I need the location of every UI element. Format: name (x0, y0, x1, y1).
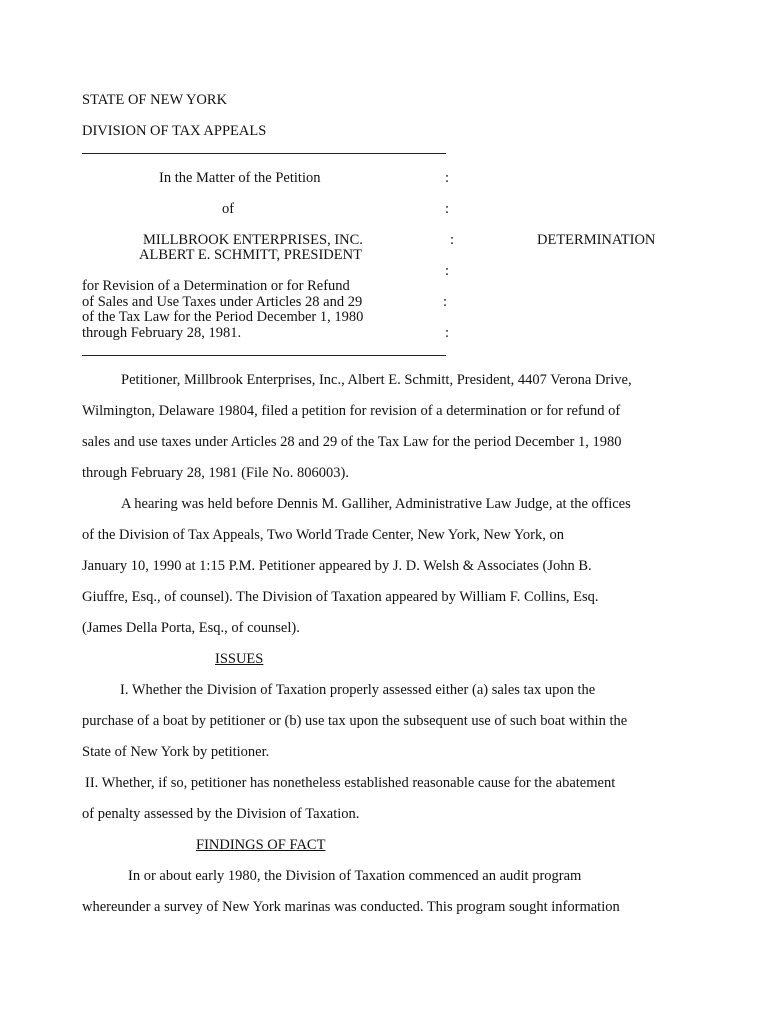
caption-colon: : (445, 201, 450, 217)
paragraph-line: Giuffre, Esq., of counsel). The Division of Taxation appeared by William F. Collins, Esq. (82, 589, 599, 605)
caption-bottom-rule (82, 355, 446, 356)
paragraph-line: of the Division of Tax Appeals, Two World Trade Center, New York, New York, on (82, 527, 564, 543)
caption-purpose-line: through February 28, 1981. (82, 325, 242, 341)
issues-heading: ISSUES (215, 651, 264, 667)
division-heading: DIVISION OF TAX APPEALS (82, 123, 267, 139)
caption-matter: In the Matter of the Petition (159, 170, 321, 186)
caption-purpose-line: of Sales and Use Taxes under Articles 28 and 29 (82, 294, 363, 310)
state-heading: STATE OF NEW YORK (82, 92, 228, 108)
paragraph-line: A hearing was held before Dennis M. Galliher, Administrative Law Judge, at the offices (121, 496, 631, 512)
caption-colon: : (445, 263, 450, 279)
paragraph-line: sales and use taxes under Articles 28 and 29 of the Tax Law for the period December 1, 1980 (82, 434, 622, 450)
paragraph-line: through February 28, 1981 (File No. 806003). (82, 465, 350, 481)
caption-colon: : (445, 170, 450, 186)
caption-colon: : (450, 232, 455, 248)
issue-line: purchase of a boat by petitioner or (b) use tax upon the subsequent use of such boat within the (82, 713, 628, 729)
issue-line: II. Whether, if so, petitioner has nonetheless established reasonable cause for the abatement (85, 775, 616, 791)
caption-petitioner-line-1: MILLBROOK ENTERPRISES, INC. (143, 232, 363, 248)
caption-colon: : (445, 325, 450, 341)
finding-line: In or about early 1980, the Division of Taxation commenced an audit program (128, 868, 582, 884)
paragraph-line: Petitioner, Millbrook Enterprises, Inc., Albert E. Schmitt, President, 4407 Verona Drive, (121, 372, 632, 388)
finding-line: whereunder a survey of New York marinas was conducted. This program sought information (82, 899, 620, 915)
caption-top-rule (82, 153, 446, 154)
caption-colon: : (443, 294, 448, 310)
issue-line: State of New York by petitioner. (82, 744, 270, 760)
issue-line: of penalty assessed by the Division of Taxation. (82, 806, 360, 822)
caption-of: of (222, 201, 235, 217)
caption-purpose-line: for Revision of a Determination or for Refund (82, 278, 350, 294)
findings-heading: FINDINGS OF FACT (196, 837, 326, 853)
issue-line: I. Whether the Division of Taxation properly assessed either (a) sales tax upon the (120, 682, 596, 698)
paragraph-line: (James Della Porta, Esq., of counsel). (82, 620, 300, 636)
determination-title: DETERMINATION (537, 232, 656, 248)
caption-petitioner-line-2: ALBERT E. SCHMITT, PRESIDENT (139, 247, 362, 263)
caption-purpose-line: of the Tax Law for the Period December 1, 1980 (82, 309, 364, 325)
paragraph-line: January 10, 1990 at 1:15 P.M. Petitioner appeared by J. D. Welsh & Associates (John B. (82, 558, 592, 574)
paragraph-line: Wilmington, Delaware 19804, filed a petition for revision of a determination or for refund of (82, 403, 621, 419)
